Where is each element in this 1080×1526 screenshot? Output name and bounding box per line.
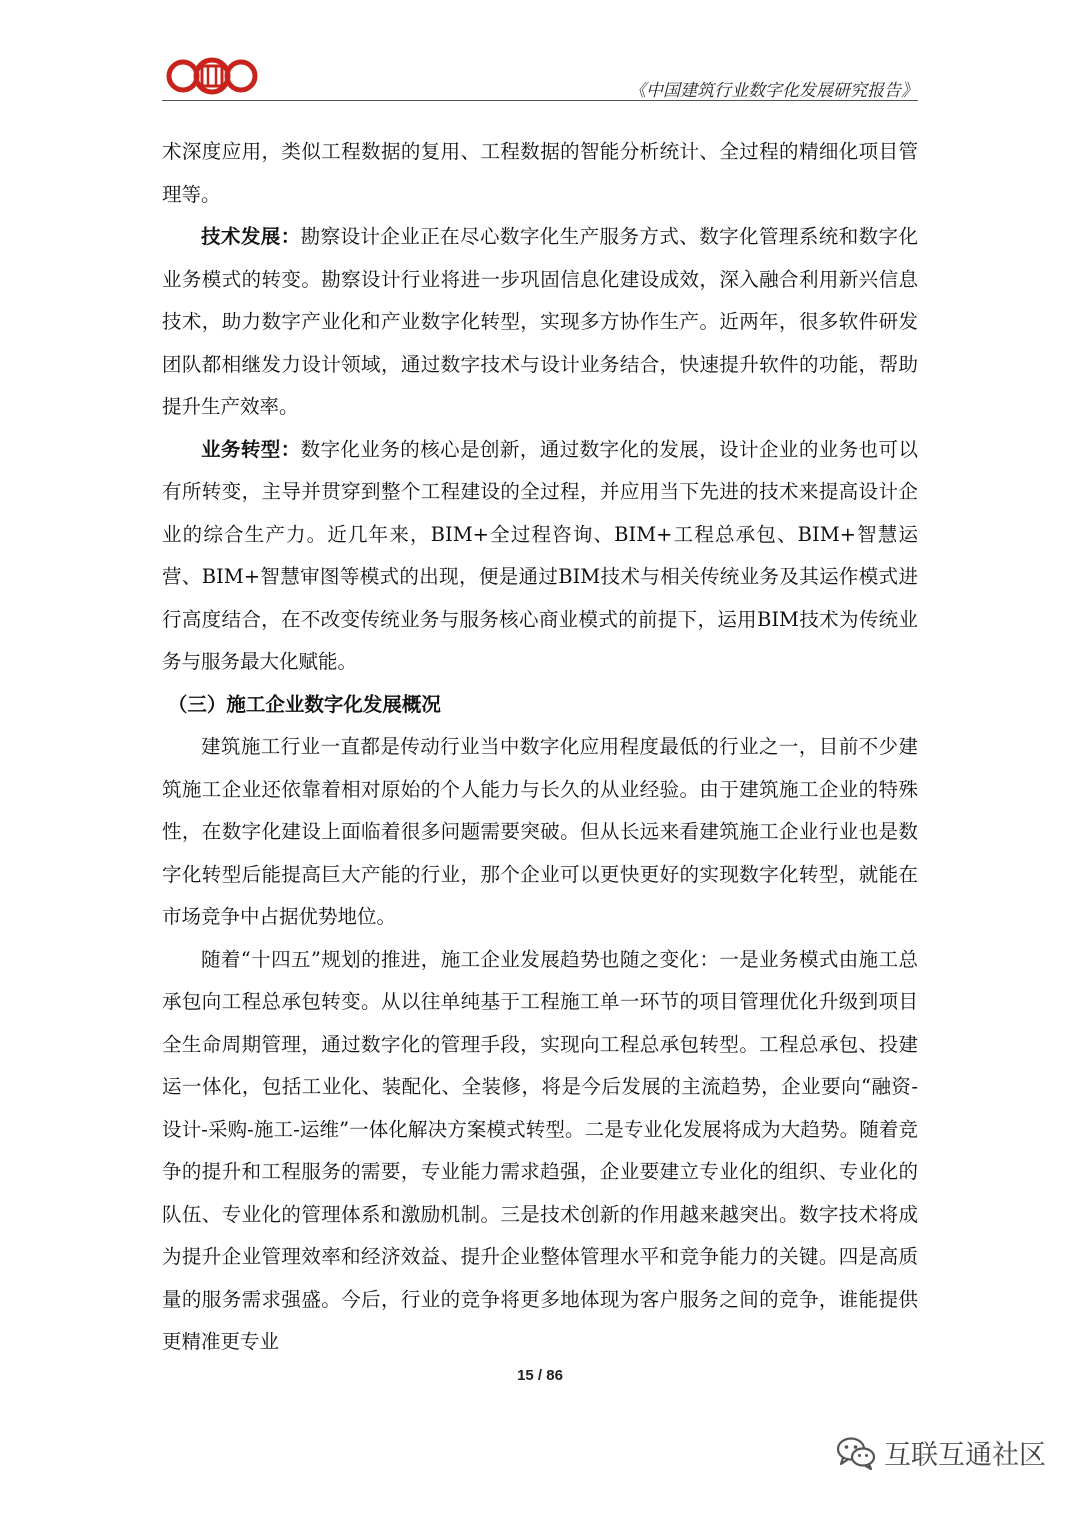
page-number: 15 / 86 (517, 1367, 563, 1384)
watermark-text: 互联互通社区 (884, 1440, 1046, 1471)
paragraph-continuation: 术深度应用，类似工程数据的复用、工程数据的智能分析统计、全过程的精细化项目管理等。 (162, 140, 918, 206)
paragraph-construction-overview: 建筑施工行业一直都是传动行业当中数字化应用程度最低的行业之一，目前不少建筑施工企业还依靠着相对原始的个人能力与长久的从业经验。由于建筑施工企业的特殊性，在数字化建设上面临着很多问题需要突破。但从长远来看建筑施工企业行业也是数字化转型后能提高巨大产能的行业，那个企业可以更快更好的实现数字化转型，就能在市场竞争中占据优势地位。 (162, 735, 918, 928)
paragraph-text: 数字化业务的核心是创新，通过数字化的发展，设计企业的业务也可以有所转变，主导并贯穿到整个工程建设的全过程，并应用当下先进的技术来提高设计企业的综合生产力。近几年来，BIM+全过程咨询、BIM+工程总承包、BIM+智慧运营、BIM+智慧审图等模式的出现，便是通过BIM技术与相关传统业务及其运作模式进行高度结合，在不改变传统业务与服务核心商业模式的前提下，运用BIM技术为传统业务与服务最大化赋能。 (162, 437, 918, 673)
paragraph-text: 勘察设计企业正在尽心数字化生产服务方式、数字化管理系统和数字化业务模式的转变。勘察设计行业将进一步巩固信息化建设成效，深入融合利用新兴信息技术，助力数字产业化和产业数字化转型，实现多方协作生产。近两年，很多软件研发团队都相继发力设计领域，通过数字技术与设计业务结合，快速提升软件的功能，帮助提升生产效率。 (162, 225, 918, 418)
company-logo (166, 57, 258, 95)
paragraph-tech-development (162, 216, 918, 429)
document-body (162, 131, 918, 1364)
paragraph-label: 业务转型： (201, 437, 301, 461)
paragraph-trends: 随着“十四五”规划的推进，施工企业发展趋势也随之变化：一是业务模式由施工总承包向工程总承包转变。从以往单纯基于工程施工单一环节的项目管理优化升级到项目全生命周期管理，通过数字化的管理手段，实现向工程总承包转型。工程总承包、投建运一体化，包括工业化、装配化、全装修，将是今后发展的主流趋势，企业要向“融资-设计-采购-施工-运维”一体化解决方案模式转型。二是专业化发展将成为大趋势。随着竞争的提升和工程服务的需要，专业能力需求趋强，企业要建立专业化的组织、专业化的队伍、专业化的管理体系和激励机制。三是技术创新的作用越来越突出。数字技术将成为提升企业管理效率和经济效益、提升企业整体管理水平和竞争能力的关键。四是高质量的服务需求强盛。今后，行业的竞争将更多地体现为客户服务之间的竞争，谁能提供更精准更专业 (162, 947, 918, 1353)
paragraph-label: 技术发展： (201, 225, 301, 248)
header-divider (162, 100, 918, 101)
watermark (836, 1433, 1046, 1472)
section-heading: （三）施工企业数字化发展概况 (167, 692, 441, 716)
paragraph-business-transformation (162, 429, 918, 684)
wechat-icon (836, 1436, 876, 1470)
document-title: 《中国建筑行业数字化发展研究报告》 (629, 81, 918, 101)
